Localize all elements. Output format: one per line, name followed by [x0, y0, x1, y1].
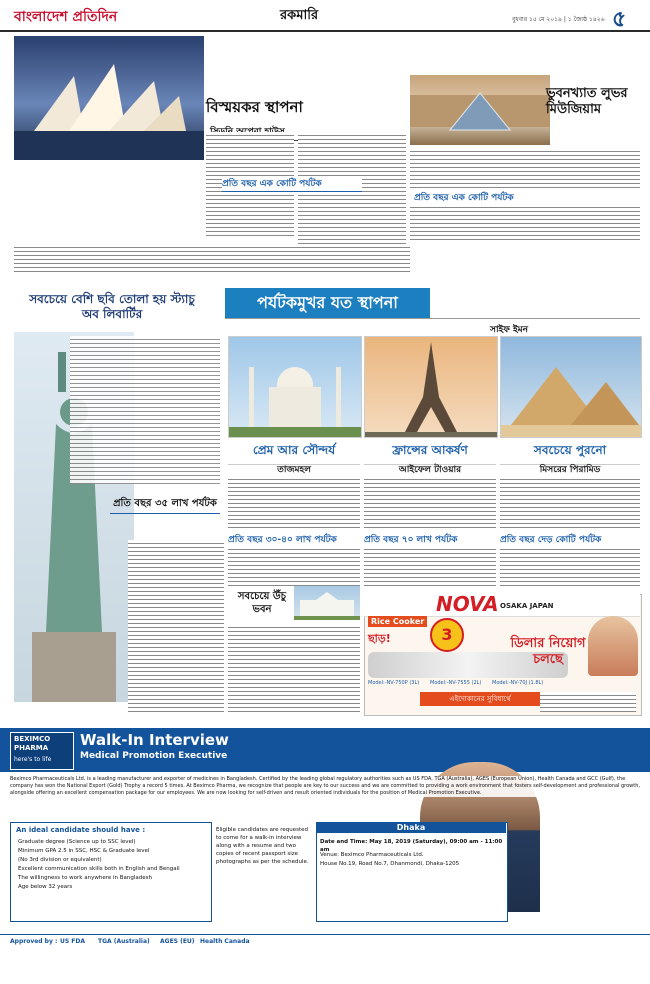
main-banner: পর্যটকমুখর যত স্থাপনা [225, 288, 430, 318]
louvre-text-2 [410, 204, 640, 240]
beximco-venue: Venue: Beximco Pharmaceuticals Ltd. [320, 852, 424, 858]
beximco-eligible: Eligible candidates are requested to come for a walk-in interview along with a resume and two copies of recent passport size photographs as per the schedule. [216, 827, 309, 865]
beximco-regulator-0: US FDA [60, 938, 86, 945]
nova-brand: NOVA [436, 592, 499, 616]
louvre-title: ভুবনখ্যাত লুভর মিউজিয়াম [546, 86, 628, 117]
beximco-city: Dhaka [316, 822, 506, 833]
liberty-text-2 [128, 540, 224, 715]
main-banner-rule [225, 318, 640, 319]
beximco-regulator-1: TGA (Australia) [98, 938, 150, 945]
louvre-caption: প্রতি বছর এক কোটি পর্যটক [414, 190, 564, 206]
nova-dealer: ডিলার নিয়োগ চলছে [510, 636, 586, 667]
beximco-ideal-title: An ideal candidate should have : [16, 826, 146, 834]
opera-caption: প্রতি বছর এক কোটি পর্যটক [222, 176, 362, 192]
pyramid-kicker: সবচেয়ে পুরনো [500, 440, 640, 465]
beximco-brand-tag: here's to life [14, 756, 52, 763]
page-number: ৫ [612, 7, 627, 32]
nova-warranty-number: 3 [441, 625, 453, 644]
beximco-subheading: Medical Promotion Executive [80, 751, 228, 761]
louvre-photo [410, 75, 550, 145]
nova-offer: ছাড়! [368, 632, 391, 645]
nova-model-1: Model:-NV-7555 (2L) [430, 680, 482, 686]
beximco-heading: Walk-In Interview [80, 731, 229, 749]
eiffel-kicker: ফ্রান্সের আকর্ষণ [364, 440, 496, 465]
taj-mahal-illustration [229, 337, 361, 437]
nova-tagline: OSAKA JAPAN [500, 602, 554, 610]
ideal-item-4: The willingness to work anywhere in Bangladesh [18, 875, 153, 881]
liberty-caption: প্রতি বছর ৩৫ লাখ পর্যটক [110, 496, 220, 514]
issue-date: বুধবার ১৫ মে ২০১৯ | ১ জ্যৈষ্ঠ ১৪২৬ [512, 16, 605, 23]
beximco-regulator-2: AGES (EU) [160, 938, 195, 945]
taj-caption: প্রতি বছর ৩০-৪০ লাখ পর্যটক [228, 532, 360, 548]
newspaper-logo: বাংলাদেশ প্রতিদিন [14, 9, 118, 25]
ideal-item-5: Age below 32 years [18, 884, 73, 890]
opera-photo [14, 36, 204, 160]
byline: সাইফ ইমন [490, 325, 528, 335]
taj-text-2 [228, 546, 360, 586]
louvre-text [410, 148, 640, 188]
beximco-schedule-box [316, 822, 508, 922]
white-house-illustration [294, 586, 360, 620]
pyramid-caption: প্রতি বছর দেড় কোটি পর্যটক [500, 532, 640, 548]
eiffel-text [364, 476, 496, 528]
eiffel-caption: প্রতি বছর ৭০ লাখ পর্যটক [364, 532, 496, 548]
nova-warranty-badge [430, 618, 464, 652]
pyramid-photo [500, 336, 642, 438]
nova-model-0: Model:-NV-750P (3L) [368, 680, 420, 686]
opera-house-illustration [14, 36, 204, 160]
taj-text [228, 476, 360, 528]
liberty-title: সবচেয়ে বেশি ছবি তোলা হয় স্ট্যাচু অব লিবার্টির [29, 292, 195, 321]
beximco-address: House No.19, Road No.7, Dhanmondi, Dhaka-1205 [320, 861, 460, 867]
beximco-brand: BEXIMCO PHARMA [14, 735, 51, 752]
intro-text [14, 244, 410, 274]
nova-contacts [540, 692, 636, 712]
eiffel-text-2 [364, 546, 496, 588]
ideal-item-3: Excellent communication skills both in English and Bengali [18, 866, 180, 872]
beximco-intro: Beximco Pharmaceuticals Ltd. is a leading manufacturer and exporter of medicines in Bangladesh. Certified by the leading global regulatory authorities such as US FDA, TGA (Australia), AGES (European Union), Health Canada and GCC (Gulf), the company has won the National Export (Gold) Trophy a record 5 times. At Beximco Pharma, we recognize that people are key to our success and we are committed to providing a work environment that fosters self-development and professional growth, alongside offering an excellent compensation package for our employees. We are now looking for self-driven and result oriented individuals for the position of Medical Promotion Executive. [10, 776, 640, 796]
opera-title: বিস্ময়কর স্থাপনা [206, 98, 303, 116]
louvre-pyramid-illustration [410, 75, 550, 145]
nova-model-2: Model:-NV-70J (1.8L) [492, 680, 544, 686]
whitehouse-photo [294, 586, 360, 620]
section-title: রকমারি [280, 8, 319, 23]
eiffel-tower-illustration [365, 337, 497, 437]
nova-model-photo [588, 616, 638, 676]
beximco-date-time: Date and Time: May 18, 2019 (Saturday), 09:00 am - 11:00 am [320, 839, 503, 853]
taj-kicker: প্রেম আর সৌন্দর্য [228, 440, 360, 465]
beximco-regulator-3: Health Canada [200, 938, 250, 945]
whitehouse-text [228, 624, 360, 714]
opera-title-block [206, 96, 392, 130]
taj-photo [228, 336, 362, 438]
ideal-item-0: Graduate degree (Science up to SSC level) [18, 839, 136, 845]
nova-product: Rice Cooker [368, 616, 427, 627]
eiffel-photo [364, 336, 498, 438]
beximco-approved: Approved by : [10, 938, 58, 945]
pyramid-name: মিসরের পিরামিড [539, 465, 601, 475]
liberty-text [70, 336, 220, 484]
pyramid-text-2 [500, 546, 640, 588]
beximco-ideal-list [18, 838, 208, 892]
taj-name: তাজমহল [277, 465, 311, 475]
whitehouse-title: সবচেয়ে উঁচু ভবন [237, 591, 287, 615]
ideal-item-1: Minimum GPA 2.5 in SSC, HSC & Graduate level [18, 848, 150, 854]
pyramid-illustration [501, 337, 641, 437]
ideal-item-2: (No 3rd division or equivalent) [18, 857, 102, 863]
eiffel-name: আইফেল টাওয়ার [398, 465, 462, 475]
pyramid-text [500, 476, 640, 528]
nova-footer: এইদোকানের সুবিধার্থে [420, 692, 540, 706]
